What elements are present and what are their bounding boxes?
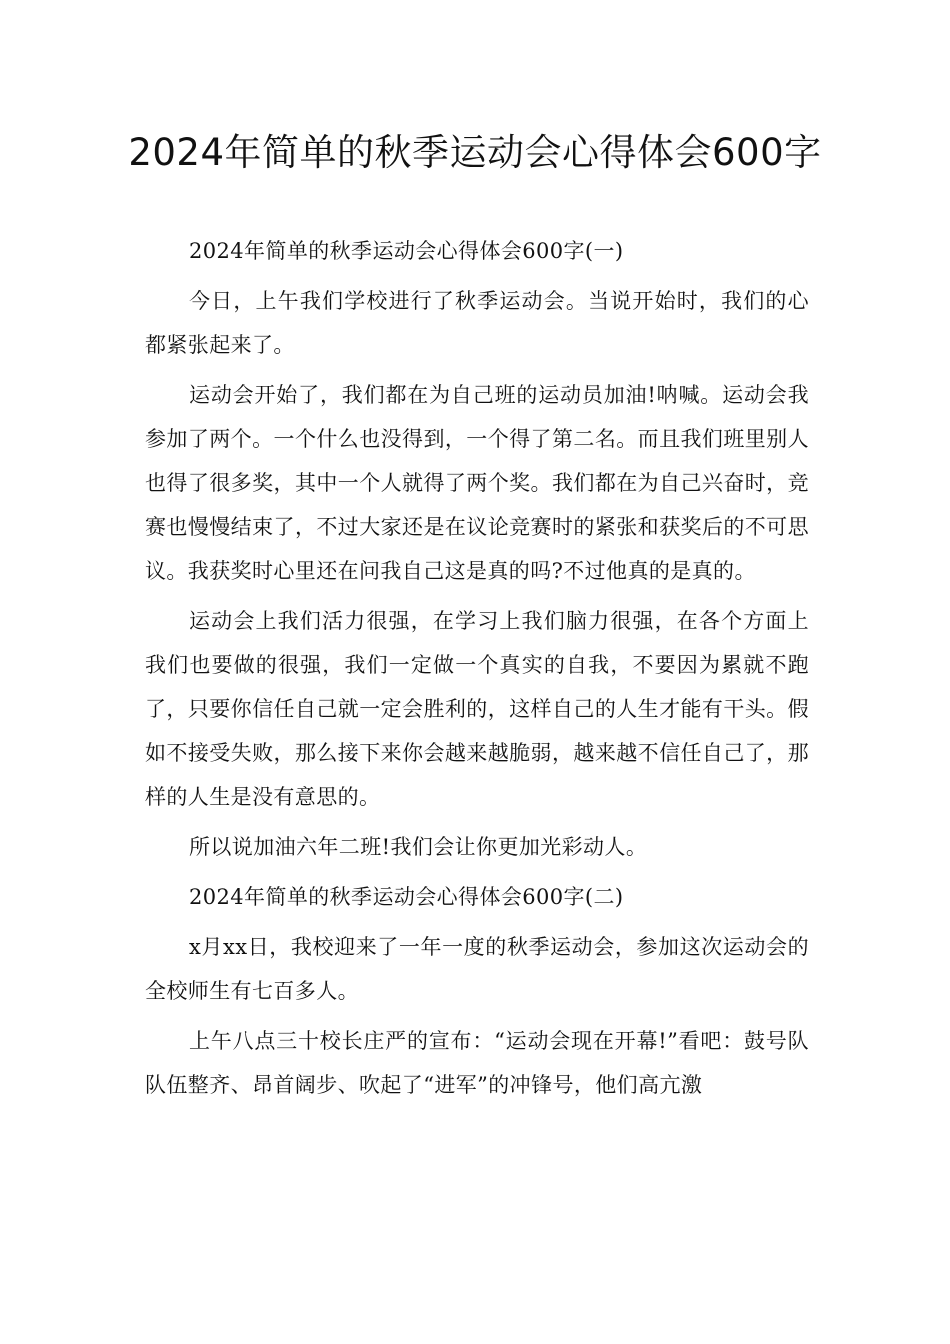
document-title: 2024年简单的秋季运动会心得体会600字 [128, 131, 822, 174]
paragraph: 运动会上我们活力很强，在学习上我们脑力很强，在各个方面上我们也要做的很强，我们一定做一个真实的自我，不要因为累就不跑了，只要你信任自己就一定会胜利的，这样自己的人生才能有干头。假如不接受失败，那么接下来你会越来越脆弱，越来越不信任自己了，那样的人生是没有意思的。 [145, 609, 809, 809]
paragraph: x月xx日，我校迎来了一年一度的秋季运动会，参加这次运动会的全校师生有七百多人。 [145, 935, 809, 1003]
paragraph-section-heading-2: 2024年简单的秋季运动会心得体会600字(二) [189, 885, 624, 909]
paragraph: 今日，上午我们学校进行了秋季运动会。当说开始时，我们的心都紧张起来了。 [145, 289, 809, 357]
document-body [145, 229, 809, 1107]
paragraph: 上午八点三十校长庄严的宣布：“运动会现在开幕!”看吧：鼓号队队伍整齐、昂首阔步、吹起了“进军”的冲锋号，他们高亢激 [145, 1029, 809, 1097]
paragraph: 所以说加油六年二班!我们会让你更加光彩动人。 [189, 835, 648, 859]
paragraph: 运动会开始了，我们都在为自己班的运动员加油!呐喊。运动会我参加了两个。一个什么也没得到，一个得了第二名。而且我们班里别人也得了很多奖，其中一个人就得了两个奖。我们都在为自己兴奋时，竞赛也慢慢结束了，不过大家还是在议论竞赛时的紧张和获奖后的不可思议。我获奖时心里还在问我自己这是真的吗?不过他真的是真的。 [145, 383, 809, 583]
paragraph-section-heading-1: 2024年简单的秋季运动会心得体会600字(一) [189, 239, 624, 263]
